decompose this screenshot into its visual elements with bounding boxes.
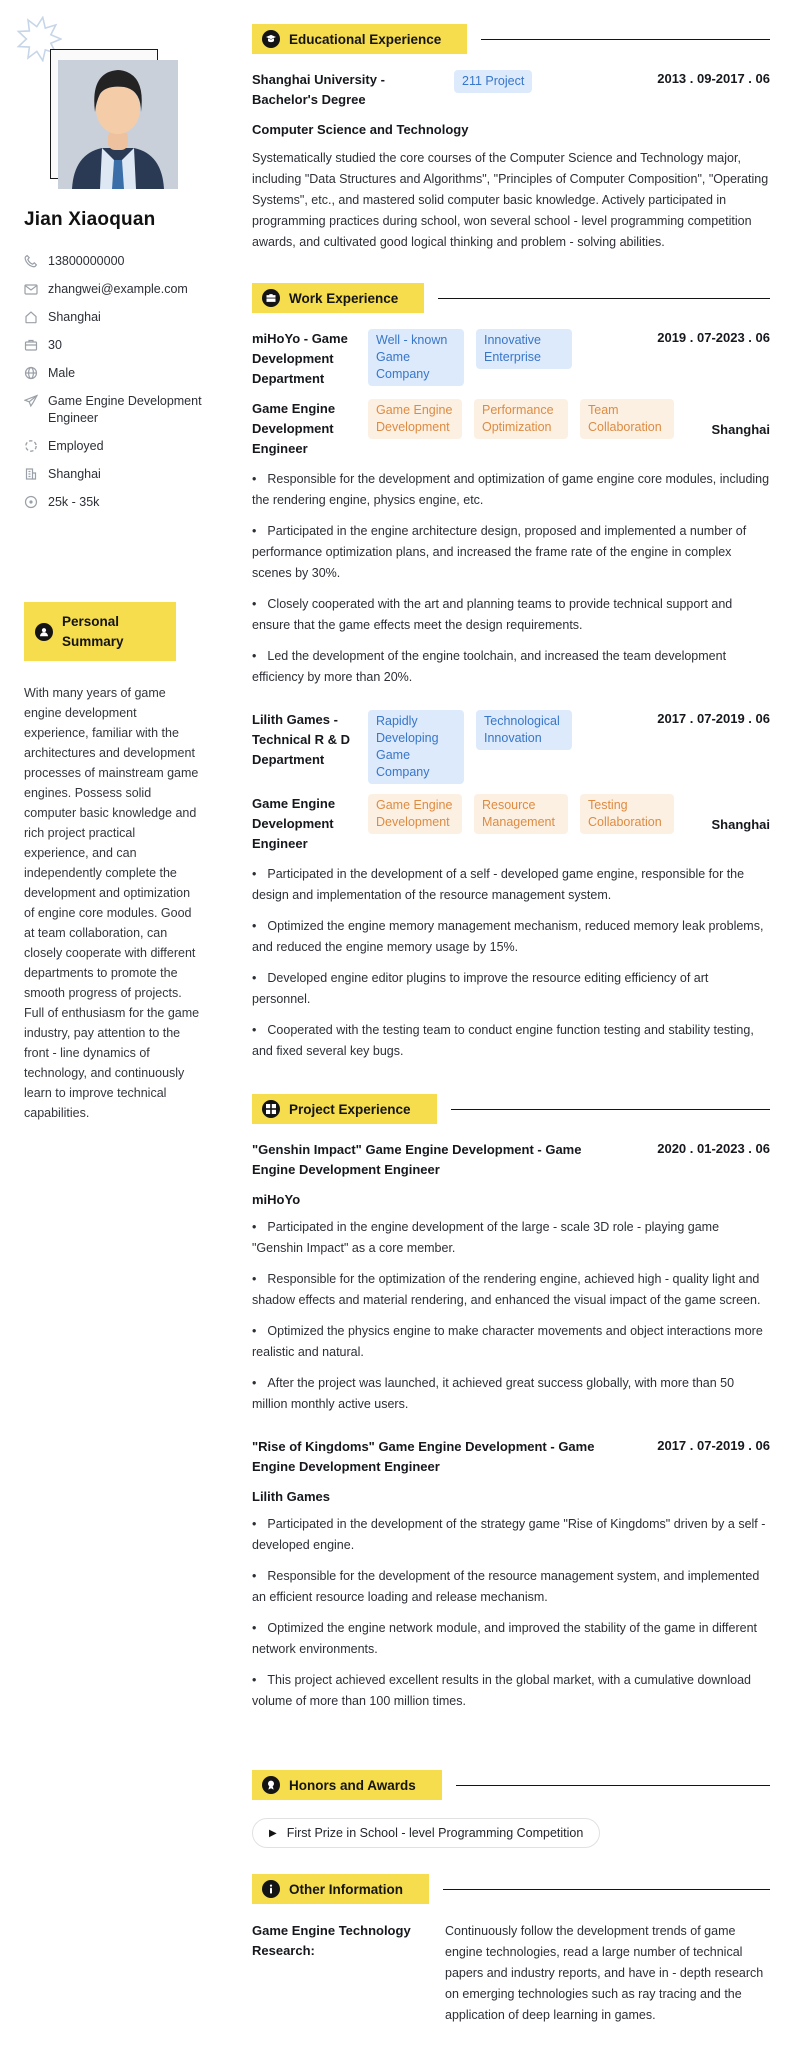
contact-status: [24, 438, 224, 455]
work-title: Work Experience: [289, 290, 399, 306]
person-icon: [35, 623, 53, 641]
job-bullet: • Closely cooperated with the art and planning teams to provide technical support and ensure that the game effects meet the design requirements.: [252, 594, 770, 636]
medal-icon: [262, 1776, 280, 1794]
project-date: 2017 . 07-2019 . 06: [657, 1438, 770, 1453]
skill-tag: Resource Management: [474, 794, 568, 834]
main-content: [252, 24, 770, 2026]
contact-job-intention: [24, 393, 224, 427]
paper-plane-icon: [24, 394, 38, 408]
contact-email-text: zhangwei@example.com: [48, 282, 188, 296]
honors-header: [252, 1770, 442, 1800]
section-divider: [481, 39, 770, 40]
job-bullet: • Responsible for the development and optimization of game engine core modules, including the rendering engine, physics engine, etc.: [252, 469, 770, 511]
project-bullet: • After the project was launched, it achieved great success globally, with more than 50 million monthly active users.: [252, 1373, 770, 1415]
building-icon: [24, 467, 38, 481]
other-header: [252, 1874, 429, 1904]
education-title: Educational Experience: [289, 31, 442, 47]
company-tag: Innovative Enterprise: [476, 329, 572, 369]
job-bullet: • Developed engine editor plugins to improve the resource editing efficiency of art personnel.: [252, 968, 770, 1010]
portrait-image: [58, 60, 178, 189]
job-entry: [252, 329, 770, 688]
company-name: Lilith Games - Technical R & D Department: [252, 712, 351, 767]
info-icon: [262, 1880, 280, 1898]
project-name: "Genshin Impact" Game Engine Development - Game Engine Development Engineer: [252, 1142, 582, 1177]
section-work: [252, 283, 770, 1062]
major: Computer Science and Technology: [252, 122, 469, 137]
company-tag: Well - known Game Company: [368, 329, 464, 386]
honor-item[interactable]: [252, 1818, 600, 1848]
contact-age: [24, 337, 224, 354]
section-divider: [443, 1889, 770, 1890]
sync-icon: [24, 439, 38, 453]
contact-gender: [24, 365, 224, 382]
school-name: Shanghai University - Bachelor's Degree: [252, 72, 385, 107]
other-entry-text: Continuously follow the development trends of game engine technologies, read a large number of technical papers and industry reports, and have in - depth research on emerging technologies such as ray tracing and the application of deep learning in games.: [445, 1924, 764, 2022]
company-tag: Technological Innovation: [476, 710, 572, 750]
personal-summary-title: Personal Summary: [62, 614, 124, 649]
play-icon: ▶: [269, 1827, 277, 1839]
briefcase-icon: [262, 289, 280, 307]
company-name: miHoYo - Game Development Department: [252, 331, 348, 386]
grid-icon: [262, 1100, 280, 1118]
contact-phone: [24, 253, 224, 270]
other-entry-label: Game Engine Technology Research:: [252, 1923, 411, 1958]
section-divider: [451, 1109, 770, 1110]
education-date: 2013 . 09-2017 . 06: [657, 71, 770, 86]
other-title: Other Information: [289, 1881, 403, 1897]
skill-tag: Game Engine Development: [368, 794, 462, 834]
project-bullet: • Participated in the engine development of the large - scale 3D role - playing game "Genshin Impact" as a core member.: [252, 1217, 770, 1259]
contact-salary-text: 25k - 35k: [48, 495, 100, 509]
school-tag: 211 Project: [454, 70, 532, 93]
job-location: Shanghai: [711, 816, 770, 832]
projects-header: [252, 1094, 437, 1124]
project-bullet: • Optimized the physics engine to make character movements and object interactions more realistic and natural.: [252, 1321, 770, 1363]
education-header: [252, 24, 467, 54]
personal-summary-text: With many years of game engine development experience, familiar with the architectures and development processes of mainstream game engines. Possess solid computer basic knowledge and rich project practical experience, and can independently complete the development and optimization of engine core modules. Good at team collaboration, can closely cooperate with different departments to promote the smooth progress of projects. Full of enthusiasm for the game industry, pay attention to the front - line dynamics of technology, and continuously learn to improve technical capabilities.: [24, 686, 200, 1121]
education-description: Systematically studied the core courses of the Computer Science and Technology major, including "Data Structures and Algorithms", "Principles of Computer Composition", "Operating Systems", etc., and mastered solid computer basic knowledge. Actively participated in programming practices during school, won several school - level programming competition awards, and cultivated good logical thinking and problem - solving abilities.: [252, 151, 769, 249]
job-role: Game Engine Development Engineer: [252, 796, 336, 851]
project-entry: [252, 1140, 770, 1415]
contact-age-text: 30: [48, 338, 62, 352]
home-icon: [24, 310, 38, 324]
job-entry: [252, 710, 770, 1062]
project-bullet: • Optimized the engine network module, and improved the stability of the game in different network environments.: [252, 1618, 770, 1660]
contact-salary: [24, 494, 224, 511]
briefcase-icon: [24, 338, 38, 352]
contact-city: [24, 309, 224, 326]
section-other: [252, 1874, 770, 2026]
section-divider: [456, 1785, 770, 1786]
project-bullet: • Participated in the development of the strategy game "Rise of Kingdoms" driven by a self - developed engine.: [252, 1514, 770, 1556]
contact-work-city-text: Shanghai: [48, 467, 101, 481]
mail-icon: [24, 282, 38, 296]
graduation-cap-icon: [262, 30, 280, 48]
sidebar: [24, 24, 224, 2026]
project-bullet: • Responsible for the development of the resource management system, and implemented an efficient resource loading and release mechanism.: [252, 1566, 770, 1608]
skill-tag: Performance Optimization: [474, 399, 568, 439]
job-bullet: • Optimized the engine memory management mechanism, reduced memory leak problems, and reduced the engine memory usage by 15%.: [252, 916, 770, 958]
candidate-name: Jian Xiaoquan: [24, 209, 156, 230]
section-education: [252, 24, 770, 253]
contact-gender-text: Male: [48, 366, 76, 380]
job-date: 2019 . 07-2023 . 06: [657, 330, 770, 345]
skill-tag: Game Engine Development: [368, 399, 462, 439]
job-date: 2017 . 07-2019 . 06: [657, 711, 770, 726]
projects-title: Project Experience: [289, 1101, 411, 1117]
contact-phone-text: 13800000000: [48, 254, 125, 268]
job-bullet: • Cooperated with the testing team to conduct engine function testing and stability testing, and fixed several key bugs.: [252, 1020, 770, 1062]
job-role: Game Engine Development Engineer: [252, 401, 336, 456]
project-name: "Rise of Kingdoms" Game Engine Development - Game Engine Development Engineer: [252, 1439, 595, 1474]
project-bullet: • Responsible for the optimization of the rendering engine, achieved high - quality light and shadow effects and material rendering, and enhanced the visual impact of the game screen.: [252, 1269, 770, 1311]
globe-icon: [24, 366, 38, 380]
project-company: Lilith Games: [252, 1489, 331, 1504]
section-honors: [252, 1770, 770, 1848]
company-tag: Rapidly Developing Game Company: [368, 710, 464, 784]
skill-tag: Testing Collaboration: [580, 794, 674, 834]
profile-photo: [58, 60, 178, 189]
contact-job-intention-text: Game Engine Development Engineer: [48, 394, 202, 425]
job-bullet: • Participated in the development of a self - developed game engine, responsible for the design and implementation of the resource management system.: [252, 864, 770, 906]
job-bullet: • Participated in the engine architecture design, proposed and implemented a number of performance optimization plans, and increased the frame rate of the engine in complex scenes by 30%.: [252, 521, 770, 584]
project-company: miHoYo: [252, 1192, 301, 1207]
honors-title: Honors and Awards: [289, 1777, 416, 1793]
section-projects: [252, 1094, 770, 1712]
other-entry: [252, 1921, 770, 2026]
contact-city-text: Shanghai: [48, 310, 101, 324]
job-bullet: • Led the development of the engine toolchain, and increased the team development efficiency by more than 20%.: [252, 646, 770, 688]
phone-icon: [24, 254, 38, 268]
skill-tag: Team Collaboration: [580, 399, 674, 439]
contact-status-text: Employed: [48, 439, 104, 453]
project-date: 2020 . 01-2023 . 06: [657, 1141, 770, 1156]
section-divider: [438, 298, 770, 299]
project-entry: [252, 1437, 770, 1712]
contact-work-city: [24, 466, 224, 483]
honor-item-text: First Prize in School - level Programming Competition: [286, 1826, 584, 1840]
personal-summary-header: [24, 602, 176, 661]
contact-email: [24, 281, 224, 298]
target-icon: [24, 495, 38, 509]
project-bullet: • This project achieved excellent results in the global market, with a cumulative download volume of more than 100 million times.: [252, 1670, 770, 1712]
job-location: Shanghai: [711, 421, 770, 437]
contact-list: [24, 253, 224, 511]
work-header: [252, 283, 424, 313]
